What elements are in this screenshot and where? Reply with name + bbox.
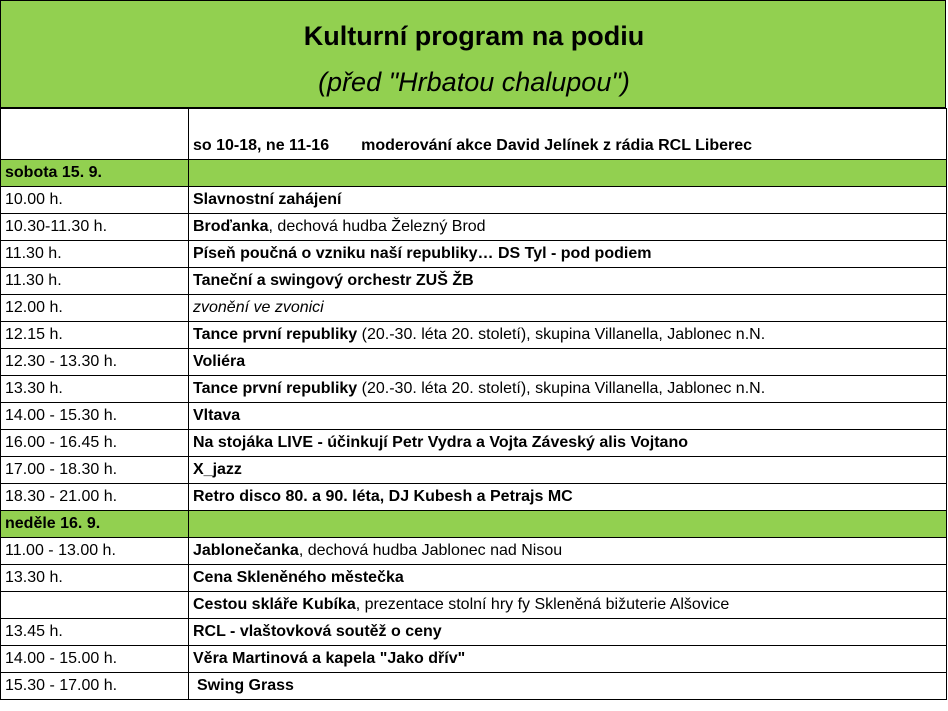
event-name: Broďanka [193,218,269,235]
event-name: RCL - vlaštovková soutěž o ceny [193,623,442,640]
time-cell: 14.00 - 15.00 h. [1,646,189,673]
event-detail: , dechová hudba Železný Brod [268,218,486,235]
time-cell: 10.00 h. [1,187,189,214]
page-title: Kulturní program na podiu [303,21,645,51]
saturday-rows [1,187,947,511]
event-cell [189,376,947,403]
time-cell: 18.30 - 21.00 h. [1,484,189,511]
event-name: Tance první republiky [193,380,358,397]
program-row [1,538,947,565]
time-cell: 14.00 - 15.30 h. [1,403,189,430]
day-label-saturday: sobota 15. 9. [1,160,189,187]
program-row [1,187,947,214]
time-cell [1,592,189,619]
day-empty-cell [189,160,947,187]
program-row [1,376,947,403]
program-row [1,268,947,295]
event-cell [189,430,947,457]
event-detail: zvonění ve zvonici [193,299,324,316]
day-row-saturday [1,160,947,187]
time-cell: 10.30-11.30 h. [1,214,189,241]
program-row [1,295,947,322]
event-name: X_jazz [193,461,242,478]
event-name: Slavnostní zahájení [193,191,342,208]
event-cell [189,187,947,214]
time-cell: 15.30 - 17.00 h. [1,673,189,700]
event-cell [189,457,947,484]
time-cell: 13.30 h. [1,376,189,403]
event-cell [189,214,947,241]
program-row [1,673,947,700]
event-name: Retro disco 80. a 90. léta, DJ Kubesh a Petrajs MC [193,488,573,505]
event-name: Píseň poučná o vzniku naší republiky… DS Tyl - pod podiem [193,245,652,262]
event-detail: , prezentace stolní hry fy Skleněná bižuterie Alšovice [355,596,730,613]
event-detail: (20.-30. léta 20. století), skupina Villanella, Jablonec n.N. [357,326,766,343]
header-banner [0,0,946,108]
program-row [1,484,947,511]
event-name: Voliéra [193,353,246,370]
event-name: Jablonečanka [193,542,299,559]
program-row [1,457,947,484]
event-name: Tance první republiky [193,326,358,343]
event-cell [189,673,947,700]
time-cell: 12.30 - 13.30 h. [1,349,189,376]
program-table [0,108,947,700]
event-name: Cena Skleněného městečka [193,569,404,586]
day-row-sunday [1,511,947,538]
event-name: Věra Martinová a kapela "Jako dřív" [193,650,466,667]
sunday-rows [1,538,947,700]
program-row [1,619,947,646]
event-detail: , dechová hudba Jablonec nad Nisou [298,542,563,559]
event-cell [189,619,947,646]
time-cell: 11.30 h. [1,241,189,268]
time-cell: 11.00 - 13.00 h. [1,538,189,565]
time-cell: 11.30 h. [1,268,189,295]
program-row [1,430,947,457]
program-row [1,565,947,592]
program-row [1,241,947,268]
info-cell [189,109,947,160]
event-cell [189,565,947,592]
event-cell [189,538,947,565]
time-cell: 12.15 h. [1,322,189,349]
event-cell [189,484,947,511]
info-empty-cell [1,109,189,160]
program-row [1,592,947,619]
event-cell [189,268,947,295]
event-name: Na stojáka LIVE - účinkují Petr Vydra a Vojta Záveský alis Vojtano [193,434,688,451]
event-cell [189,241,947,268]
moderator-note: moderování akce David Jelínek z rádia RCL Liberec [361,137,753,154]
event-name: Swing Grass [197,677,294,694]
page-subtitle: (před "Hrbatou chalupou") [318,67,630,97]
event-cell [189,322,947,349]
event-cell [189,295,947,322]
event-name: Vltava [193,407,241,424]
program-row [1,214,947,241]
info-row [1,109,947,160]
event-cell [189,592,947,619]
event-name: Taneční a swingový orchestr ZUŠ ŽB [193,272,474,289]
time-cell: 13.30 h. [1,565,189,592]
opening-hours: so 10-18, ne 11-16 [193,137,330,154]
event-cell [189,646,947,673]
program-row [1,349,947,376]
day-label-sunday: neděle 16. 9. [1,511,189,538]
program-row [1,646,947,673]
time-cell: 12.00 h. [1,295,189,322]
day-empty-cell [189,511,947,538]
event-name: Cestou skláře Kubíka [193,596,356,613]
event-cell [189,403,947,430]
event-cell [189,349,947,376]
program-row [1,322,947,349]
event-detail: (20.-30. léta 20. století), skupina Villanella, Jablonec n.N. [357,380,766,397]
program-row [1,403,947,430]
time-cell: 17.00 - 18.30 h. [1,457,189,484]
time-cell: 13.45 h. [1,619,189,646]
time-cell: 16.00 - 16.45 h. [1,430,189,457]
